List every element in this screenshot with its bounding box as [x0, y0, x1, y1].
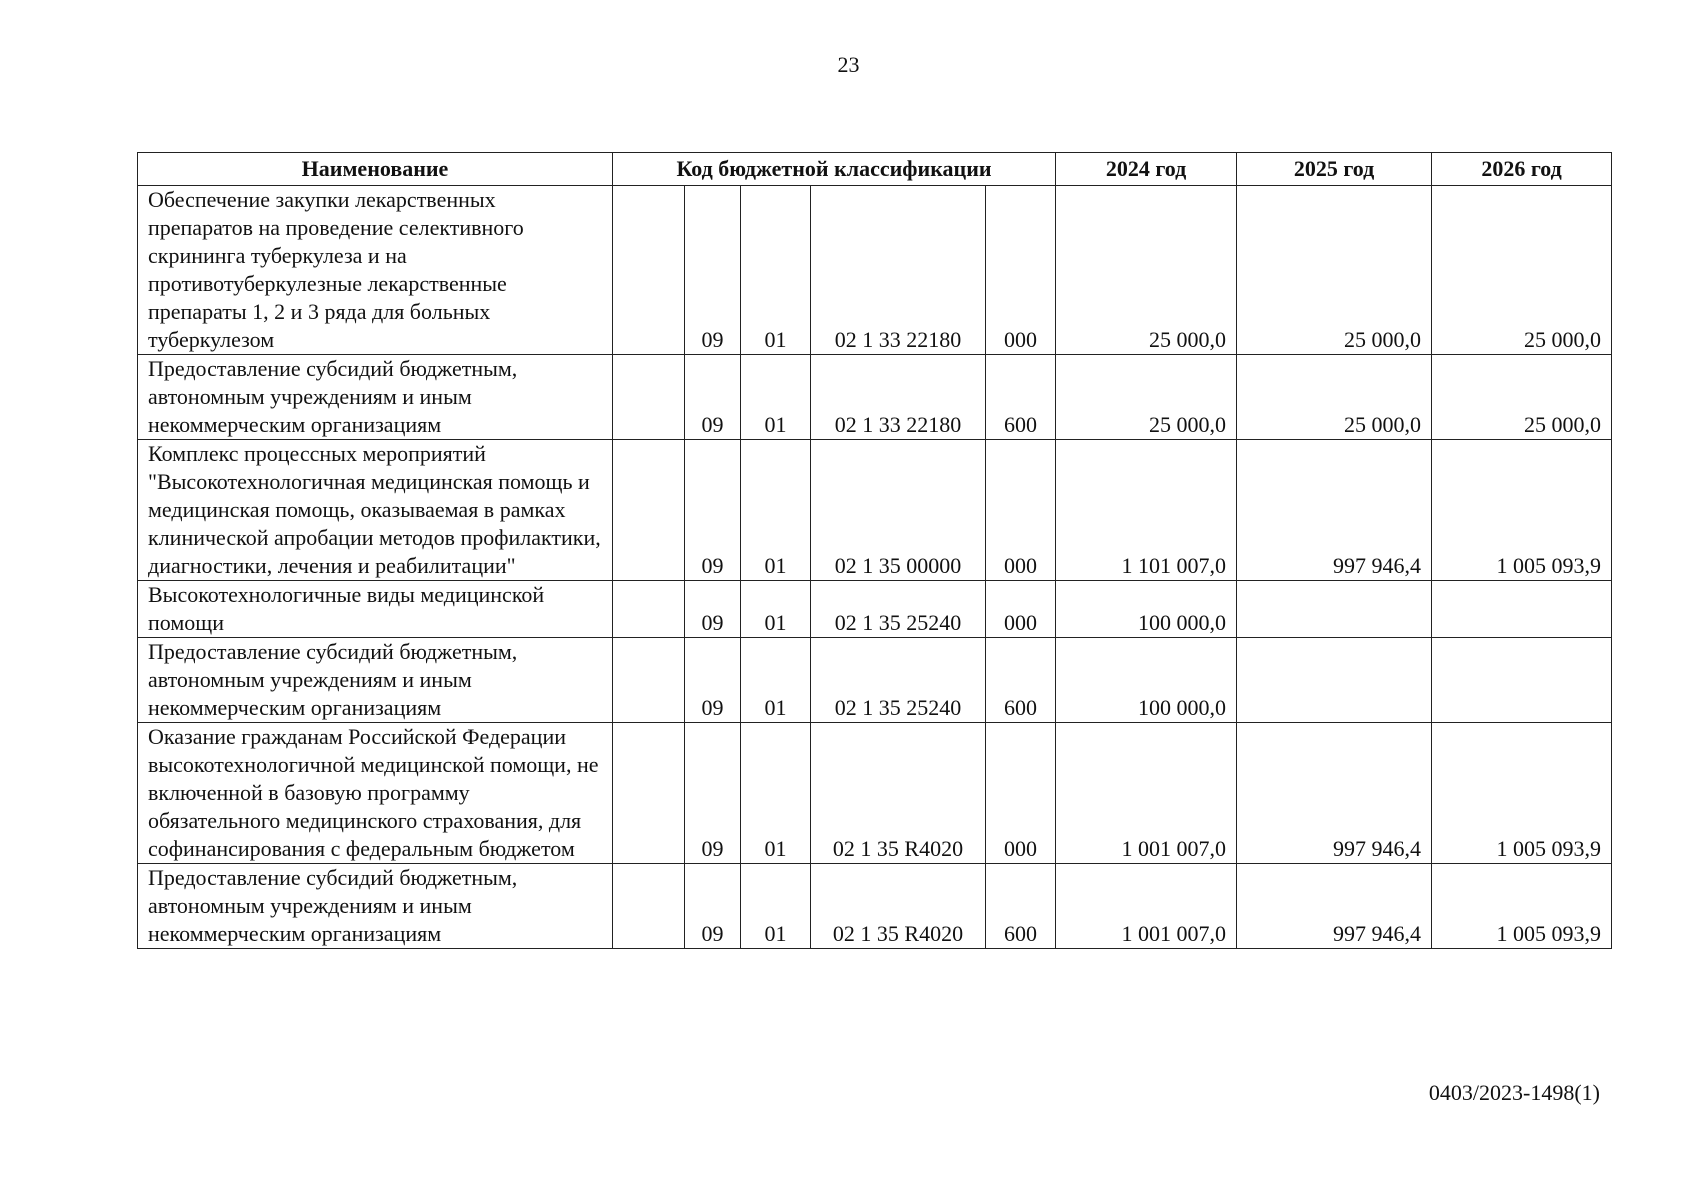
- blank-cell: [613, 864, 685, 949]
- value-2025-cell: 997 946,4: [1237, 864, 1432, 949]
- code-target-cell: 02 1 35 25240: [811, 581, 986, 638]
- value-2024-cell: 1 001 007,0: [1056, 723, 1237, 864]
- table-row: [138, 638, 1612, 723]
- blank-cell: [613, 638, 685, 723]
- table-row: [138, 581, 1612, 638]
- value-2026-cell: 25 000,0: [1432, 186, 1612, 355]
- table-row: [138, 440, 1612, 581]
- code-expense-type-cell: 000: [986, 440, 1056, 581]
- code-subsection-cell: 01: [741, 723, 811, 864]
- row-name-cell: Предоставление субсидий бюджетным, автономным учреждениям и иным некоммерческим организациям: [138, 864, 613, 949]
- value-2025-cell: 997 946,4: [1237, 723, 1432, 864]
- code-section-cell: 09: [685, 440, 741, 581]
- row-name-cell: Высокотехнологичные виды медицинской помощи: [138, 581, 613, 638]
- value-2024-cell: 1 001 007,0: [1056, 864, 1237, 949]
- code-target-cell: 02 1 33 22180: [811, 355, 986, 440]
- code-subsection-cell: 01: [741, 638, 811, 723]
- value-2025-cell: [1237, 581, 1432, 638]
- value-2024-cell: 100 000,0: [1056, 581, 1237, 638]
- code-expense-type-cell: 000: [986, 186, 1056, 355]
- value-2025-cell: 25 000,0: [1237, 355, 1432, 440]
- document-code: 0403/2023-1498(1): [1428, 1080, 1600, 1105]
- code-subsection-cell: 01: [741, 186, 811, 355]
- code-section-cell: 09: [685, 638, 741, 723]
- value-2026-cell: [1432, 581, 1612, 638]
- code-subsection-cell: 01: [741, 440, 811, 581]
- value-2025-cell: 997 946,4: [1237, 440, 1432, 581]
- blank-cell: [613, 186, 685, 355]
- value-2024-cell: 100 000,0: [1056, 638, 1237, 723]
- value-2026-cell: [1432, 638, 1612, 723]
- value-2024-cell: 25 000,0: [1056, 186, 1237, 355]
- code-target-cell: 02 1 35 00000: [811, 440, 986, 581]
- blank-cell: [613, 723, 685, 864]
- code-expense-type-cell: 600: [986, 864, 1056, 949]
- header-name: Наименование: [138, 153, 613, 186]
- blank-cell: [613, 440, 685, 581]
- row-name-cell: Оказание гражданам Российской Федерации высокотехнологичной медицинской помощи, не включенной в базовую программу обязательного медицинского страхования, для софинансирования с федеральным бюджетом: [138, 723, 613, 864]
- code-section-cell: 09: [685, 864, 741, 949]
- code-target-cell: 02 1 35 R4020: [811, 864, 986, 949]
- code-section-cell: 09: [685, 581, 741, 638]
- value-2026-cell: 25 000,0: [1432, 355, 1612, 440]
- header-2026: 2026 год: [1432, 153, 1612, 186]
- code-section-cell: 09: [685, 186, 741, 355]
- header-row: [138, 153, 1612, 186]
- budget-table: [137, 152, 1612, 949]
- code-target-cell: 02 1 33 22180: [811, 186, 986, 355]
- table-row: [138, 186, 1612, 355]
- blank-cell: [613, 581, 685, 638]
- table-body: [138, 186, 1612, 949]
- code-subsection-cell: 01: [741, 581, 811, 638]
- code-expense-type-cell: 600: [986, 355, 1056, 440]
- header-2024: 2024 год: [1056, 153, 1237, 186]
- value-2025-cell: [1237, 638, 1432, 723]
- code-subsection-cell: 01: [741, 864, 811, 949]
- row-name-cell: Предоставление субсидий бюджетным, автономным учреждениям и иным некоммерческим организациям: [138, 638, 613, 723]
- code-section-cell: 09: [685, 355, 741, 440]
- value-2024-cell: 25 000,0: [1056, 355, 1237, 440]
- table-row: [138, 723, 1612, 864]
- code-section-cell: 09: [685, 723, 741, 864]
- value-2026-cell: 1 005 093,9: [1432, 440, 1612, 581]
- table-row: [138, 355, 1612, 440]
- code-expense-type-cell: 600: [986, 638, 1056, 723]
- code-expense-type-cell: 000: [986, 723, 1056, 864]
- blank-cell: [613, 355, 685, 440]
- value-2024-cell: 1 101 007,0: [1056, 440, 1237, 581]
- header-2025: 2025 год: [1237, 153, 1432, 186]
- code-expense-type-cell: 000: [986, 581, 1056, 638]
- row-name-cell: Комплекс процессных мероприятий "Высокотехнологичная медицинская помощь и медицинская помощь, оказываемая в рамках клинической апробации методов профилактики, диагностики, лечения и реабилитации": [138, 440, 613, 581]
- value-2026-cell: 1 005 093,9: [1432, 864, 1612, 949]
- code-subsection-cell: 01: [741, 355, 811, 440]
- header-code: Код бюджетной классификации: [613, 153, 1056, 186]
- page-number: 23: [837, 52, 860, 77]
- code-target-cell: 02 1 35 R4020: [811, 723, 986, 864]
- value-2025-cell: 25 000,0: [1237, 186, 1432, 355]
- table-row: [138, 864, 1612, 949]
- row-name-cell: Обеспечение закупки лекарственных препаратов на проведение селективного скрининга туберкулеза и на противотуберкулезные лекарственные препараты 1, 2 и 3 ряда для больных туберкулезом: [138, 186, 613, 355]
- value-2026-cell: 1 005 093,9: [1432, 723, 1612, 864]
- row-name-cell: Предоставление субсидий бюджетным, автономным учреждениям и иным некоммерческим организациям: [138, 355, 613, 440]
- code-target-cell: 02 1 35 25240: [811, 638, 986, 723]
